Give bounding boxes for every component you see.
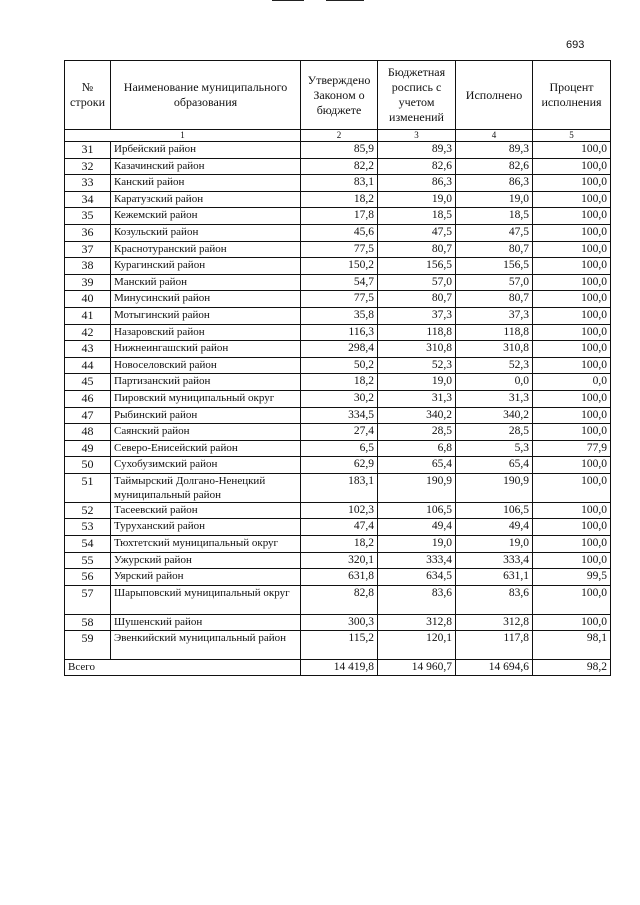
row-number: 51 (65, 473, 111, 502)
column-header-row-number: № строки (65, 61, 111, 130)
municipality-name: Сухобузимский район (111, 457, 301, 474)
executed-value: 5,3 (456, 440, 533, 457)
table-row (65, 407, 611, 424)
executed-value: 631,1 (456, 569, 533, 586)
table-row (65, 191, 611, 208)
municipality-name: Таймырский Долгано-Ненецкий муниципальный район (111, 473, 301, 502)
budget-value: 340,2 (378, 407, 456, 424)
executed-value: 83,6 (456, 585, 533, 614)
approved-value: 50,2 (301, 357, 378, 374)
municipality-name: Кежемский район (111, 208, 301, 225)
approved-value: 17,8 (301, 208, 378, 225)
row-number: 47 (65, 407, 111, 424)
municipality-name: Тюхтетский муниципальный округ (111, 536, 301, 553)
column-number: 1 (65, 130, 301, 142)
budget-value: 57,0 (378, 274, 456, 291)
percent-value: 100,0 (533, 457, 611, 474)
percent-value: 100,0 (533, 291, 611, 308)
table-row (65, 457, 611, 474)
budget-value: 118,8 (378, 324, 456, 341)
executed-value: 52,3 (456, 357, 533, 374)
budget-value: 106,5 (378, 502, 456, 519)
row-number: 56 (65, 569, 111, 586)
percent-value: 99,5 (533, 569, 611, 586)
budget-value: 310,8 (378, 341, 456, 358)
approved-value: 115,2 (301, 631, 378, 660)
percent-value: 100,0 (533, 473, 611, 502)
row-number: 44 (65, 357, 111, 374)
percent-value: 100,0 (533, 407, 611, 424)
percent-value: 100,0 (533, 175, 611, 192)
executed-value: 86,3 (456, 175, 533, 192)
approved-value: 47,4 (301, 519, 378, 536)
percent-value: 100,0 (533, 552, 611, 569)
percent-value: 100,0 (533, 274, 611, 291)
table-row (65, 502, 611, 519)
approved-value: 18,2 (301, 191, 378, 208)
executed-value: 37,3 (456, 307, 533, 324)
approved-value: 183,1 (301, 473, 378, 502)
row-number: 48 (65, 424, 111, 441)
budget-value: 19,0 (378, 374, 456, 391)
budget-value: 333,4 (378, 552, 456, 569)
budget-value: 65,4 (378, 457, 456, 474)
municipality-name: Нижнеингашский район (111, 341, 301, 358)
column-header-percent: Процент исполнения (533, 61, 611, 130)
total-budget: 14 960,7 (378, 660, 456, 676)
row-number: 40 (65, 291, 111, 308)
table-row (65, 614, 611, 631)
budget-value: 82,6 (378, 158, 456, 175)
percent-value: 100,0 (533, 585, 611, 614)
municipality-name: Туруханский район (111, 519, 301, 536)
executed-value: 117,8 (456, 631, 533, 660)
table-row (65, 158, 611, 175)
approved-value: 18,2 (301, 374, 378, 391)
municipality-name: Уярский район (111, 569, 301, 586)
percent-value: 100,0 (533, 142, 611, 159)
executed-value: 156,5 (456, 258, 533, 275)
top-crop-marks (272, 0, 372, 4)
budget-value: 120,1 (378, 631, 456, 660)
approved-value: 150,2 (301, 258, 378, 275)
row-number: 39 (65, 274, 111, 291)
row-number: 46 (65, 390, 111, 407)
approved-value: 82,8 (301, 585, 378, 614)
municipality-name: Пировский муниципальный округ (111, 390, 301, 407)
table-row (65, 291, 611, 308)
table-row (65, 569, 611, 586)
executed-value: 333,4 (456, 552, 533, 569)
row-number: 34 (65, 191, 111, 208)
table-header-row (65, 61, 611, 130)
table-row (65, 552, 611, 569)
page-number: 693 (566, 39, 585, 51)
approved-value: 102,3 (301, 502, 378, 519)
executed-value: 80,7 (456, 291, 533, 308)
executed-value: 106,5 (456, 502, 533, 519)
executed-value: 118,8 (456, 324, 533, 341)
executed-value: 0,0 (456, 374, 533, 391)
row-number: 53 (65, 519, 111, 536)
total-row (65, 660, 611, 676)
row-number: 41 (65, 307, 111, 324)
percent-value: 100,0 (533, 258, 611, 275)
executed-value: 65,4 (456, 457, 533, 474)
approved-value: 35,8 (301, 307, 378, 324)
table-row (65, 307, 611, 324)
row-number: 52 (65, 502, 111, 519)
budget-value: 80,7 (378, 291, 456, 308)
executed-value: 19,0 (456, 191, 533, 208)
table-row (65, 631, 611, 660)
executed-value: 49,4 (456, 519, 533, 536)
percent-value: 100,0 (533, 357, 611, 374)
percent-value: 0,0 (533, 374, 611, 391)
table-row (65, 175, 611, 192)
percent-value: 100,0 (533, 614, 611, 631)
budget-value: 89,3 (378, 142, 456, 159)
total-approved: 14 419,8 (301, 660, 378, 676)
column-number: 3 (378, 130, 456, 142)
table-row (65, 536, 611, 553)
percent-value: 100,0 (533, 324, 611, 341)
column-number: 2 (301, 130, 378, 142)
percent-value: 100,0 (533, 341, 611, 358)
row-number: 45 (65, 374, 111, 391)
column-header-executed: Исполнено (456, 61, 533, 130)
percent-value: 100,0 (533, 519, 611, 536)
table-row (65, 324, 611, 341)
approved-value: 77,5 (301, 291, 378, 308)
approved-value: 62,9 (301, 457, 378, 474)
row-number: 59 (65, 631, 111, 660)
percent-value: 100,0 (533, 224, 611, 241)
budget-value: 52,3 (378, 357, 456, 374)
row-number: 32 (65, 158, 111, 175)
municipality-name: Ужурский район (111, 552, 301, 569)
table-row (65, 357, 611, 374)
municipality-name: Тасеевский район (111, 502, 301, 519)
approved-value: 45,6 (301, 224, 378, 241)
municipality-name: Каратузский район (111, 191, 301, 208)
table-row (65, 440, 611, 457)
budget-value: 6,8 (378, 440, 456, 457)
executed-value: 28,5 (456, 424, 533, 441)
executed-value: 340,2 (456, 407, 533, 424)
municipality-name: Курагинский район (111, 258, 301, 275)
percent-value: 100,0 (533, 241, 611, 258)
executed-value: 80,7 (456, 241, 533, 258)
table-row (65, 224, 611, 241)
column-header-approved: Утверждено Законом о бюджете (301, 61, 378, 130)
row-number: 33 (65, 175, 111, 192)
approved-value: 6,5 (301, 440, 378, 457)
table-row (65, 142, 611, 159)
table-row (65, 585, 611, 614)
approved-value: 18,2 (301, 536, 378, 553)
table-row (65, 374, 611, 391)
executed-value: 47,5 (456, 224, 533, 241)
budget-value: 18,5 (378, 208, 456, 225)
budget-value: 47,5 (378, 224, 456, 241)
percent-value: 100,0 (533, 502, 611, 519)
table-row (65, 258, 611, 275)
budget-value: 19,0 (378, 191, 456, 208)
municipality-name: Саянский район (111, 424, 301, 441)
approved-value: 334,5 (301, 407, 378, 424)
municipality-name: Эвенкийский муниципальный район (111, 631, 301, 660)
table-row (65, 208, 611, 225)
approved-value: 298,4 (301, 341, 378, 358)
total-percent: 98,2 (533, 660, 611, 676)
column-number: 5 (533, 130, 611, 142)
table-row (65, 274, 611, 291)
row-number: 57 (65, 585, 111, 614)
row-number: 49 (65, 440, 111, 457)
municipality-name: Краснотуранский район (111, 241, 301, 258)
approved-value: 83,1 (301, 175, 378, 192)
approved-value: 27,4 (301, 424, 378, 441)
budget-value: 312,8 (378, 614, 456, 631)
row-number: 38 (65, 258, 111, 275)
percent-value: 100,0 (533, 158, 611, 175)
percent-value: 77,9 (533, 440, 611, 457)
municipality-name: Ирбейский район (111, 142, 301, 159)
municipality-name: Партизанский район (111, 374, 301, 391)
table-row (65, 424, 611, 441)
row-number: 31 (65, 142, 111, 159)
budget-value: 37,3 (378, 307, 456, 324)
table-row (65, 519, 611, 536)
approved-value: 320,1 (301, 552, 378, 569)
approved-value: 300,3 (301, 614, 378, 631)
column-header-municipality: Наименование муниципального образования (111, 61, 301, 130)
row-number: 54 (65, 536, 111, 553)
budget-value: 80,7 (378, 241, 456, 258)
approved-value: 631,8 (301, 569, 378, 586)
executed-value: 310,8 (456, 341, 533, 358)
row-number: 58 (65, 614, 111, 631)
executed-value: 89,3 (456, 142, 533, 159)
approved-value: 54,7 (301, 274, 378, 291)
budget-value: 83,6 (378, 585, 456, 614)
budget-value: 634,5 (378, 569, 456, 586)
budget-value: 86,3 (378, 175, 456, 192)
municipality-name: Манский район (111, 274, 301, 291)
executed-value: 190,9 (456, 473, 533, 502)
budget-value: 31,3 (378, 390, 456, 407)
budget-value: 190,9 (378, 473, 456, 502)
percent-value: 100,0 (533, 191, 611, 208)
percent-value: 100,0 (533, 390, 611, 407)
table-body (65, 142, 611, 660)
total-executed: 14 694,6 (456, 660, 533, 676)
row-number: 55 (65, 552, 111, 569)
budget-value: 49,4 (378, 519, 456, 536)
row-number: 35 (65, 208, 111, 225)
approved-value: 85,9 (301, 142, 378, 159)
municipality-name: Минусинский район (111, 291, 301, 308)
table-row (65, 473, 611, 502)
row-number: 37 (65, 241, 111, 258)
budget-value: 28,5 (378, 424, 456, 441)
municipality-name: Козульский район (111, 224, 301, 241)
municipality-name: Северо-Енисейский район (111, 440, 301, 457)
percent-value: 100,0 (533, 536, 611, 553)
municipality-name: Рыбинский район (111, 407, 301, 424)
approved-value: 116,3 (301, 324, 378, 341)
total-label: Всего (65, 660, 301, 676)
table-row (65, 241, 611, 258)
executed-value: 31,3 (456, 390, 533, 407)
municipality-name: Канский район (111, 175, 301, 192)
table-row (65, 390, 611, 407)
percent-value: 100,0 (533, 307, 611, 324)
executed-value: 19,0 (456, 536, 533, 553)
executed-value: 312,8 (456, 614, 533, 631)
budget-value: 156,5 (378, 258, 456, 275)
column-number: 4 (456, 130, 533, 142)
municipality-name: Новоселовский район (111, 357, 301, 374)
executed-value: 18,5 (456, 208, 533, 225)
municipality-name: Назаровский район (111, 324, 301, 341)
row-number: 42 (65, 324, 111, 341)
approved-value: 82,2 (301, 158, 378, 175)
row-number: 36 (65, 224, 111, 241)
executed-value: 82,6 (456, 158, 533, 175)
municipality-name: Шарыповский муниципальный округ (111, 585, 301, 614)
column-numbers-row (65, 130, 611, 142)
percent-value: 100,0 (533, 424, 611, 441)
row-number: 43 (65, 341, 111, 358)
budget-value: 19,0 (378, 536, 456, 553)
approved-value: 30,2 (301, 390, 378, 407)
budget-execution-table (64, 60, 611, 676)
column-header-budget-schedule: Бюджетная роспись с учетом изменений (378, 61, 456, 130)
municipality-name: Мотыгинский район (111, 307, 301, 324)
executed-value: 57,0 (456, 274, 533, 291)
municipality-name: Шушенский район (111, 614, 301, 631)
crop-mark (326, 0, 364, 1)
crop-mark (272, 0, 304, 1)
municipality-name: Казачинский район (111, 158, 301, 175)
approved-value: 77,5 (301, 241, 378, 258)
percent-value: 100,0 (533, 208, 611, 225)
percent-value: 98,1 (533, 631, 611, 660)
row-number: 50 (65, 457, 111, 474)
table-row (65, 341, 611, 358)
